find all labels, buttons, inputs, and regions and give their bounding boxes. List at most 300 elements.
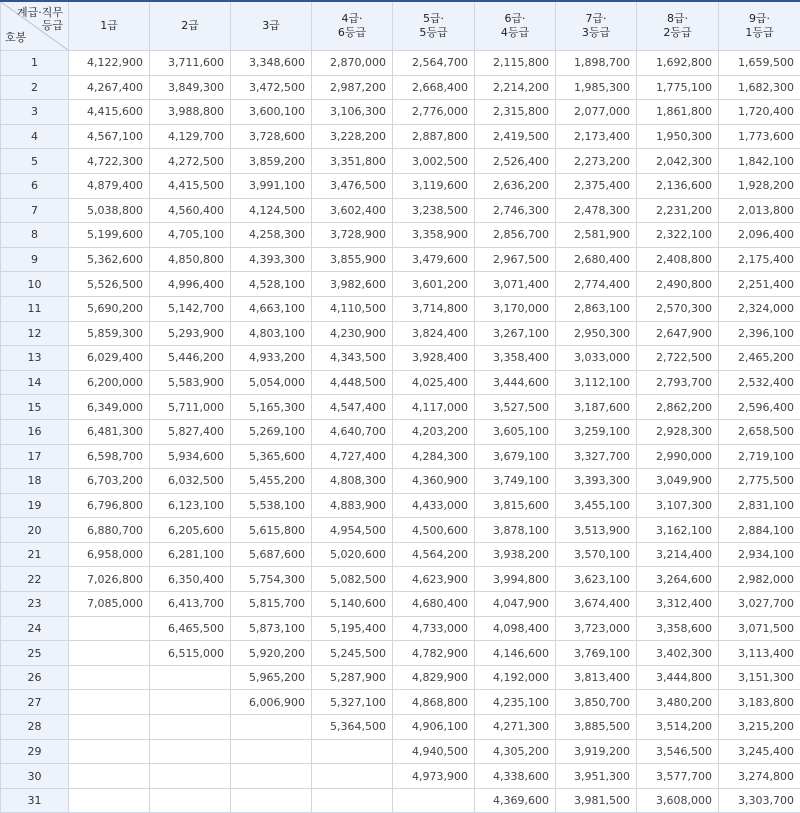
hobong-cell: 1: [1, 51, 69, 76]
hobong-cell: 14: [1, 370, 69, 395]
column-header-4: [312, 1, 393, 51]
salary-cell: 4,500,600: [393, 518, 475, 543]
salary-cell: 4,705,100: [150, 223, 231, 248]
salary-cell: 5,754,300: [231, 567, 312, 592]
salary-cell: 3,714,800: [393, 296, 475, 321]
hobong-cell: 19: [1, 493, 69, 518]
hobong-cell: 7: [1, 198, 69, 223]
table-row: [1, 616, 800, 641]
salary-cell: 3,267,100: [475, 321, 556, 346]
salary-cell: [69, 788, 150, 813]
salary-cell: 4,996,400: [150, 272, 231, 297]
salary-cell: 6,349,000: [69, 395, 150, 420]
salary-cell: 6,958,000: [69, 542, 150, 567]
salary-cell: 7,026,800: [69, 567, 150, 592]
table-row: [1, 542, 800, 567]
salary-cell: 5,140,600: [312, 592, 393, 617]
salary-cell: 3,264,600: [637, 567, 719, 592]
salary-cell: 4,803,100: [231, 321, 312, 346]
hobong-cell: 13: [1, 346, 69, 371]
hobong-cell: 9: [1, 247, 69, 272]
hobong-cell: 12: [1, 321, 69, 346]
salary-cell: 3,749,100: [475, 469, 556, 494]
salary-cell: 3,994,800: [475, 567, 556, 592]
salary-cell: 6,481,300: [69, 419, 150, 444]
salary-cell: 4,230,900: [312, 321, 393, 346]
salary-cell: 2,775,500: [719, 469, 800, 494]
column-header-1: [69, 1, 150, 51]
table-row: [1, 493, 800, 518]
salary-cell: 3,151,300: [719, 665, 800, 690]
salary-cell: 5,690,200: [69, 296, 150, 321]
salary-cell: 5,859,300: [69, 321, 150, 346]
hobong-cell: 20: [1, 518, 69, 543]
salary-cell: 1,928,200: [719, 173, 800, 198]
salary-cell: 3,600,100: [231, 100, 312, 125]
table-row: [1, 51, 800, 76]
salary-cell: 2,490,800: [637, 272, 719, 297]
salary-cell: 2,856,700: [475, 223, 556, 248]
column-header-line2: 5등급: [393, 26, 474, 40]
hobong-cell: 2: [1, 75, 69, 100]
table-row: [1, 469, 800, 494]
salary-cell: 2,175,400: [719, 247, 800, 272]
table-row: [1, 100, 800, 125]
salary-cell: 2,532,400: [719, 370, 800, 395]
salary-cell: 5,293,900: [150, 321, 231, 346]
salary-cell: 6,029,400: [69, 346, 150, 371]
salary-cell: 3,601,200: [393, 272, 475, 297]
salary-cell: 2,982,000: [719, 567, 800, 592]
salary-cell: 6,205,600: [150, 518, 231, 543]
salary-cell: 4,722,300: [69, 149, 150, 174]
salary-cell: 2,478,300: [556, 198, 637, 223]
salary-cell: 6,350,400: [150, 567, 231, 592]
salary-cell: 3,938,200: [475, 542, 556, 567]
salary-cell: 2,934,100: [719, 542, 800, 567]
hobong-cell: 11: [1, 296, 69, 321]
table-row: [1, 346, 800, 371]
salary-cell: 6,703,200: [69, 469, 150, 494]
hobong-cell: 4: [1, 124, 69, 149]
salary-cell: [150, 764, 231, 789]
salary-cell: [150, 665, 231, 690]
salary-cell: 3,358,600: [637, 616, 719, 641]
salary-cell: 3,815,600: [475, 493, 556, 518]
salary-cell: 2,173,400: [556, 124, 637, 149]
salary-cell: 3,982,600: [312, 272, 393, 297]
salary-cell: 4,129,700: [150, 124, 231, 149]
salary-cell: 2,408,800: [637, 247, 719, 272]
salary-cell: 5,583,900: [150, 370, 231, 395]
table-row: [1, 641, 800, 666]
hobong-cell: 29: [1, 739, 69, 764]
salary-cell: 4,560,400: [150, 198, 231, 223]
salary-cell: 3,570,100: [556, 542, 637, 567]
table-row: [1, 272, 800, 297]
salary-cell: [69, 616, 150, 641]
salary-cell: 3,728,900: [312, 223, 393, 248]
hobong-cell: 6: [1, 173, 69, 198]
salary-cell: 4,305,200: [475, 739, 556, 764]
salary-cell: 3,602,400: [312, 198, 393, 223]
salary-cell: 4,640,700: [312, 419, 393, 444]
salary-cell: 3,358,900: [393, 223, 475, 248]
salary-cell: 5,327,100: [312, 690, 393, 715]
corner-bottom-label: 호봉: [5, 31, 26, 45]
salary-cell: 3,769,100: [556, 641, 637, 666]
salary-cell: 3,577,700: [637, 764, 719, 789]
column-header-line1: 8급·: [637, 12, 718, 26]
table-row: [1, 223, 800, 248]
salary-cell: [69, 764, 150, 789]
table-row: [1, 715, 800, 740]
salary-cell: [231, 788, 312, 813]
salary-cell: 4,267,400: [69, 75, 150, 100]
salary-cell: 3,113,400: [719, 641, 800, 666]
table-row: [1, 592, 800, 617]
salary-cell: 3,988,800: [150, 100, 231, 125]
salary-cell: 6,796,800: [69, 493, 150, 518]
salary-cell: 4,680,400: [393, 592, 475, 617]
salary-cell: 2,928,300: [637, 419, 719, 444]
salary-cell: 4,415,500: [150, 173, 231, 198]
salary-cell: 4,272,500: [150, 149, 231, 174]
column-header-line2: 6등급: [312, 26, 392, 40]
column-header-6: [475, 1, 556, 51]
table-row: [1, 690, 800, 715]
salary-cell: 4,393,300: [231, 247, 312, 272]
salary-cell: 3,119,600: [393, 173, 475, 198]
table-row: [1, 173, 800, 198]
salary-cell: 4,235,100: [475, 690, 556, 715]
column-header-line1: 2급: [150, 19, 230, 33]
salary-cell: 3,245,400: [719, 739, 800, 764]
salary-cell: 4,117,000: [393, 395, 475, 420]
column-header-3: [231, 1, 312, 51]
salary-cell: 3,723,000: [556, 616, 637, 641]
salary-cell: 5,711,000: [150, 395, 231, 420]
salary-cell: 2,831,100: [719, 493, 800, 518]
column-header-line1: 3급: [231, 19, 311, 33]
salary-cell: 5,038,800: [69, 198, 150, 223]
salary-cell: 3,850,700: [556, 690, 637, 715]
hobong-cell: 21: [1, 542, 69, 567]
salary-cell: 4,567,100: [69, 124, 150, 149]
salary-cell: 3,711,600: [150, 51, 231, 76]
hobong-cell: 26: [1, 665, 69, 690]
salary-cell: 4,883,900: [312, 493, 393, 518]
salary-cell: 4,124,500: [231, 198, 312, 223]
salary-cell: 2,077,000: [556, 100, 637, 125]
salary-cell: 1,773,600: [719, 124, 800, 149]
salary-cell: 3,107,300: [637, 493, 719, 518]
salary-cell: 4,868,800: [393, 690, 475, 715]
salary-cell: 5,195,400: [312, 616, 393, 641]
salary-cell: 5,815,700: [231, 592, 312, 617]
salary-cell: 3,476,500: [312, 173, 393, 198]
salary-cell: 1,692,800: [637, 51, 719, 76]
salary-cell: 6,200,000: [69, 370, 150, 395]
table-row: [1, 321, 800, 346]
salary-cell: 3,480,200: [637, 690, 719, 715]
salary-cell: 4,933,200: [231, 346, 312, 371]
table-row: [1, 149, 800, 174]
salary-cell: 2,013,800: [719, 198, 800, 223]
salary-cell: 3,849,300: [150, 75, 231, 100]
salary-cell: [69, 739, 150, 764]
salary-cell: 3,608,000: [637, 788, 719, 813]
salary-cell: 2,722,500: [637, 346, 719, 371]
salary-cell: 4,782,900: [393, 641, 475, 666]
salary-cell: 4,047,900: [475, 592, 556, 617]
salary-cell: 3,855,900: [312, 247, 393, 272]
salary-cell: 6,413,700: [150, 592, 231, 617]
salary-cell: 5,362,600: [69, 247, 150, 272]
salary-cell: 4,850,800: [150, 247, 231, 272]
salary-cell: 3,112,100: [556, 370, 637, 395]
salary-cell: 4,954,500: [312, 518, 393, 543]
salary-cell: [312, 739, 393, 764]
salary-cell: 6,515,000: [150, 641, 231, 666]
column-header-5: [393, 1, 475, 51]
salary-cell: 5,455,200: [231, 469, 312, 494]
salary-cell: [150, 788, 231, 813]
salary-cell: 6,123,100: [150, 493, 231, 518]
salary-cell: 3,106,300: [312, 100, 393, 125]
salary-cell: 6,281,100: [150, 542, 231, 567]
salary-cell: 3,351,800: [312, 149, 393, 174]
hobong-cell: 3: [1, 100, 69, 125]
column-header-line1: 1급: [69, 19, 149, 33]
salary-cell: 6,032,500: [150, 469, 231, 494]
salary-cell: 4,025,400: [393, 370, 475, 395]
salary-cell: [69, 665, 150, 690]
salary-cell: 3,238,500: [393, 198, 475, 223]
table-row: [1, 518, 800, 543]
salary-cell: 5,287,900: [312, 665, 393, 690]
salary-cell: 3,183,800: [719, 690, 800, 715]
table-row: [1, 764, 800, 789]
salary-cell: 3,393,300: [556, 469, 637, 494]
salary-cell: 4,906,100: [393, 715, 475, 740]
salary-cell: 3,991,100: [231, 173, 312, 198]
corner-top-line2: 등급: [17, 19, 63, 32]
salary-cell: 3,348,600: [231, 51, 312, 76]
table-row: [1, 124, 800, 149]
salary-cell: 2,526,400: [475, 149, 556, 174]
corner-top-line1: 계급·직무: [17, 6, 63, 19]
salary-cell: 2,774,400: [556, 272, 637, 297]
salary-cell: 3,071,400: [475, 272, 556, 297]
hobong-cell: 16: [1, 419, 69, 444]
salary-cell: 2,647,900: [637, 321, 719, 346]
corner-top-label: [17, 6, 63, 32]
salary-cell: 1,775,100: [637, 75, 719, 100]
salary-cell: 4,098,400: [475, 616, 556, 641]
header-row: [1, 1, 800, 51]
salary-cell: 2,870,000: [312, 51, 393, 76]
salary-cell: 4,663,100: [231, 296, 312, 321]
salary-cell: 3,312,400: [637, 592, 719, 617]
salary-cell: 3,444,800: [637, 665, 719, 690]
salary-cell: 2,042,300: [637, 149, 719, 174]
salary-cell: [150, 715, 231, 740]
column-header-9: [719, 1, 800, 51]
salary-cell: 2,324,000: [719, 296, 800, 321]
salary-cell: 3,813,400: [556, 665, 637, 690]
column-header-line1: 9급·: [719, 12, 800, 26]
hobong-cell: 22: [1, 567, 69, 592]
salary-cell: 5,538,100: [231, 493, 312, 518]
salary-cell: 2,862,200: [637, 395, 719, 420]
salary-cell: 3,402,300: [637, 641, 719, 666]
salary-cell: 5,965,200: [231, 665, 312, 690]
column-header-8: [637, 1, 719, 51]
salary-cell: 2,793,700: [637, 370, 719, 395]
salary-cell: 3,455,100: [556, 493, 637, 518]
table-row: [1, 665, 800, 690]
salary-cell: 5,364,500: [312, 715, 393, 740]
salary-cell: 3,514,200: [637, 715, 719, 740]
salary-cell: 5,365,600: [231, 444, 312, 469]
salary-cell: 4,547,400: [312, 395, 393, 420]
hobong-cell: 15: [1, 395, 69, 420]
salary-cell: 2,322,100: [637, 223, 719, 248]
salary-cell: 5,446,200: [150, 346, 231, 371]
table-row: [1, 788, 800, 813]
salary-cell: 4,258,300: [231, 223, 312, 248]
salary-cell: 1,720,400: [719, 100, 800, 125]
salary-cell: 4,448,500: [312, 370, 393, 395]
salary-cell: [312, 764, 393, 789]
salary-cell: 3,623,100: [556, 567, 637, 592]
salary-cell: 4,940,500: [393, 739, 475, 764]
salary-cell: 2,950,300: [556, 321, 637, 346]
salary-cell: 2,746,300: [475, 198, 556, 223]
salary-cell: 5,165,300: [231, 395, 312, 420]
salary-cell: 4,528,100: [231, 272, 312, 297]
hobong-cell: 24: [1, 616, 69, 641]
salary-cell: 3,187,600: [556, 395, 637, 420]
hobong-cell: 23: [1, 592, 69, 617]
column-header-line1: 4급·: [312, 12, 392, 26]
salary-cell: 2,273,200: [556, 149, 637, 174]
salary-cell: 5,526,500: [69, 272, 150, 297]
salary-cell: 7,085,000: [69, 592, 150, 617]
salary-cell: 3,527,500: [475, 395, 556, 420]
salary-cell: 2,776,000: [393, 100, 475, 125]
hobong-cell: 31: [1, 788, 69, 813]
salary-cell: [69, 690, 150, 715]
salary-cell: 2,987,200: [312, 75, 393, 100]
salary-cell: [69, 715, 150, 740]
salary-cell: 2,636,200: [475, 173, 556, 198]
salary-cell: 6,465,500: [150, 616, 231, 641]
salary-cell: 2,315,800: [475, 100, 556, 125]
hobong-cell: 27: [1, 690, 69, 715]
salary-cell: 2,863,100: [556, 296, 637, 321]
salary-cell: 2,214,200: [475, 75, 556, 100]
salary-cell: 4,433,000: [393, 493, 475, 518]
salary-cell: [231, 715, 312, 740]
salary-cell: 4,623,900: [393, 567, 475, 592]
salary-cell: 1,659,500: [719, 51, 800, 76]
column-header-line1: 7급·: [556, 12, 636, 26]
salary-cell: 2,419,500: [475, 124, 556, 149]
salary-cell: 4,829,900: [393, 665, 475, 690]
salary-cell: 3,546,500: [637, 739, 719, 764]
column-header-line2: 3등급: [556, 26, 636, 40]
salary-cell: 6,598,700: [69, 444, 150, 469]
salary-cell: 5,873,100: [231, 616, 312, 641]
salary-cell: [150, 739, 231, 764]
salary-cell: 3,605,100: [475, 419, 556, 444]
salary-cell: 4,369,600: [475, 788, 556, 813]
salary-cell: 3,513,900: [556, 518, 637, 543]
salary-cell: 3,071,500: [719, 616, 800, 641]
salary-cell: 5,615,800: [231, 518, 312, 543]
salary-cell: 3,049,900: [637, 469, 719, 494]
salary-cell: 5,054,000: [231, 370, 312, 395]
salary-cell: [150, 690, 231, 715]
salary-cell: 4,360,900: [393, 469, 475, 494]
hobong-cell: 25: [1, 641, 69, 666]
salary-cell: 2,396,100: [719, 321, 800, 346]
salary-cell: 3,824,400: [393, 321, 475, 346]
salary-cell: 3,274,800: [719, 764, 800, 789]
salary-cell: 5,687,600: [231, 542, 312, 567]
hobong-cell: 5: [1, 149, 69, 174]
salary-cell: 4,879,400: [69, 173, 150, 198]
hobong-cell: 8: [1, 223, 69, 248]
salary-cell: 1,898,700: [556, 51, 637, 76]
salary-cell: 5,245,500: [312, 641, 393, 666]
salary-cell: 3,479,600: [393, 247, 475, 272]
salary-cell: 1,682,300: [719, 75, 800, 100]
salary-cell: 6,006,900: [231, 690, 312, 715]
salary-cell: 3,859,200: [231, 149, 312, 174]
hobong-cell: 30: [1, 764, 69, 789]
salary-cell: 4,564,200: [393, 542, 475, 567]
table-row: [1, 395, 800, 420]
column-header-line2: 4등급: [475, 26, 555, 40]
salary-cell: 3,002,500: [393, 149, 475, 174]
salary-cell: 3,303,700: [719, 788, 800, 813]
hobong-cell: 10: [1, 272, 69, 297]
salary-cell: [312, 788, 393, 813]
salary-cell: 4,122,900: [69, 51, 150, 76]
hobong-cell: 28: [1, 715, 69, 740]
table-row: [1, 198, 800, 223]
table-row: [1, 75, 800, 100]
salary-cell: [231, 764, 312, 789]
salary-cell: 4,146,600: [475, 641, 556, 666]
salary-cell: 5,199,600: [69, 223, 150, 248]
salary-cell: 3,878,100: [475, 518, 556, 543]
salary-cell: 4,415,600: [69, 100, 150, 125]
salary-cell: 5,082,500: [312, 567, 393, 592]
salary-cell: 3,228,200: [312, 124, 393, 149]
salary-cell: 3,215,200: [719, 715, 800, 740]
salary-cell: 3,170,000: [475, 296, 556, 321]
salary-cell: 4,338,600: [475, 764, 556, 789]
salary-cell: 2,096,400: [719, 223, 800, 248]
column-header-7: [556, 1, 637, 51]
salary-cell: 4,271,300: [475, 715, 556, 740]
salary-cell: 2,564,700: [393, 51, 475, 76]
salary-cell: 2,680,400: [556, 247, 637, 272]
